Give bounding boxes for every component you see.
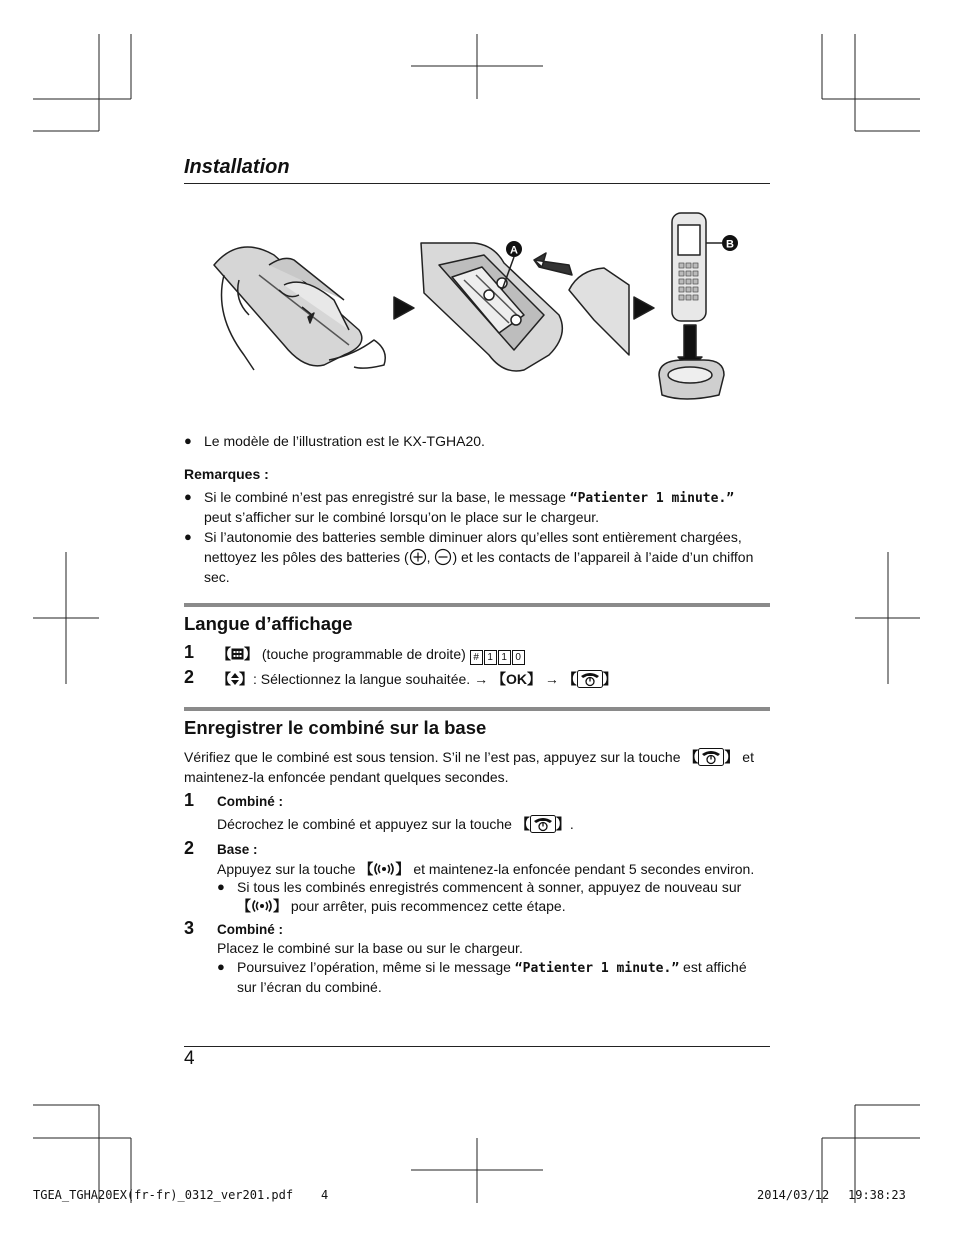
lift-arrow <box>534 253 572 275</box>
arrow-icon: → <box>544 671 559 687</box>
ok-key: 【OK】 <box>491 671 541 687</box>
off-key-icon: 【 】 <box>562 671 617 687</box>
step-number: 1 <box>184 790 195 810</box>
updown-key-icon: 【 】 <box>217 671 253 687</box>
step-3-title: Combiné : <box>217 922 283 937</box>
header-rule <box>184 183 770 184</box>
step-number: 2 <box>184 838 195 858</box>
register-intro-line-1: Vérifiez que le combiné est sous tension. S’il ne l’est pas, appuyez sur la touche 【 】 et <box>184 749 754 765</box>
battery-compartment-illustration <box>421 243 562 371</box>
menu-key-icon: 【 】 <box>217 646 258 662</box>
locator-key-icon: 【 】 <box>359 861 410 877</box>
arrow-right-1 <box>394 297 414 319</box>
langue-title: Langue d’affichage <box>184 613 353 634</box>
bullet: ● <box>184 529 192 544</box>
step-1-title: Combiné : <box>217 794 283 809</box>
bullet: ● <box>217 879 225 894</box>
bullet: ● <box>184 489 192 504</box>
footer-date: 2014/03/12 <box>757 1188 830 1202</box>
step-2-title: Base : <box>217 842 258 857</box>
locator-key-icon: 【 】 <box>237 898 287 914</box>
key-box: 0 <box>512 650 525 665</box>
step-2-text: Appuyez sur la touche 【 】 et maintenez-la enfoncée pendant 5 secondes environ. <box>217 861 755 877</box>
langue-step-1: 【 】 (touche programmable de droite) # 1 1 0 <box>217 644 526 665</box>
footer-rule <box>184 1046 770 1047</box>
bullet: ● <box>217 959 225 974</box>
step-2-bullet-line-2: 【 】 pour arrêter, puis recommencez cette étape. <box>237 898 566 914</box>
section-rule <box>184 603 770 607</box>
section-rule <box>184 707 770 711</box>
arrow-icon: → <box>474 671 489 687</box>
key-box: # <box>470 650 483 665</box>
register-intro-line-2: maintenez-la enfoncée pendant quelques secondes. <box>184 769 509 785</box>
remark-2-line-1: Si l’autonomie des batteries semble diminuer alors qu’elles sont entièrement chargées, <box>204 529 742 545</box>
step-number: 2 <box>184 667 195 687</box>
step-number: 3 <box>184 918 195 938</box>
battery-cover-illustration <box>569 268 629 355</box>
step-number: 1 <box>184 642 195 662</box>
arrow-right-2 <box>634 297 654 319</box>
key-box: 1 <box>498 650 511 665</box>
footer-filename: TGEA_TGHA20EX(fr-fr)_0312_ver201.pdf <box>33 1188 294 1202</box>
installation-illustration <box>184 205 770 405</box>
section-header: Installation <box>184 156 290 178</box>
handset-charger-illustration <box>659 213 724 399</box>
page-number: 4 <box>184 1048 195 1069</box>
step-2-bullet-line-1: Si tous les combinés enregistrés commencent à sonner, appuyez de nouveau sur <box>237 879 742 895</box>
register-title: Enregistrer le combiné sur la base <box>184 717 487 738</box>
remark-2-line-3: sec. <box>204 569 230 585</box>
handset-back-illustration <box>214 247 385 370</box>
bullet: ● <box>184 433 192 448</box>
remark-1-line-2: peut s’afficher sur le combiné lorsqu’on le place sur le chargeur. <box>204 509 600 525</box>
remark-2-line-2: nettoyez les pôles des batteries ( , ) et les contacts de l’appareil à l’aide d’un chiffon <box>204 549 754 565</box>
callout-b-label: B <box>726 238 734 251</box>
remarks-title: Remarques : <box>184 466 269 482</box>
callout-a-label: A <box>510 244 518 257</box>
model-note: Le modèle de l’illustration est le KX-TGHA20. <box>204 433 485 449</box>
off-key-icon: 【 】 <box>684 749 739 765</box>
langue-step-2: 【 】: Sélectionnez la langue souhaitée. → 【OK】 → 【 】 <box>217 671 617 687</box>
step-3-bullet-line-1: Poursuivez l’opération, même si le message “Patienter 1 minute.” est affiché <box>237 959 747 976</box>
step-3-text: Placez le combiné sur la base ou sur le chargeur. <box>217 940 523 956</box>
key-box: 1 <box>484 650 497 665</box>
plus-pole-icon <box>409 548 427 566</box>
remark-1-line-1: Si le combiné n’est pas enregistré sur la base, le message “Patienter 1 minute.” <box>204 489 735 506</box>
off-key-icon: 【 】 <box>515 816 570 832</box>
step-3-bullet-line-2: sur l’écran du combiné. <box>237 979 382 995</box>
footer-time: 19:38:23 <box>848 1188 906 1202</box>
footer-page: 4 <box>321 1188 329 1202</box>
minus-pole-icon <box>434 548 452 566</box>
step-1-text: Décrochez le combiné et appuyez sur la touche 【 】. <box>217 816 574 832</box>
